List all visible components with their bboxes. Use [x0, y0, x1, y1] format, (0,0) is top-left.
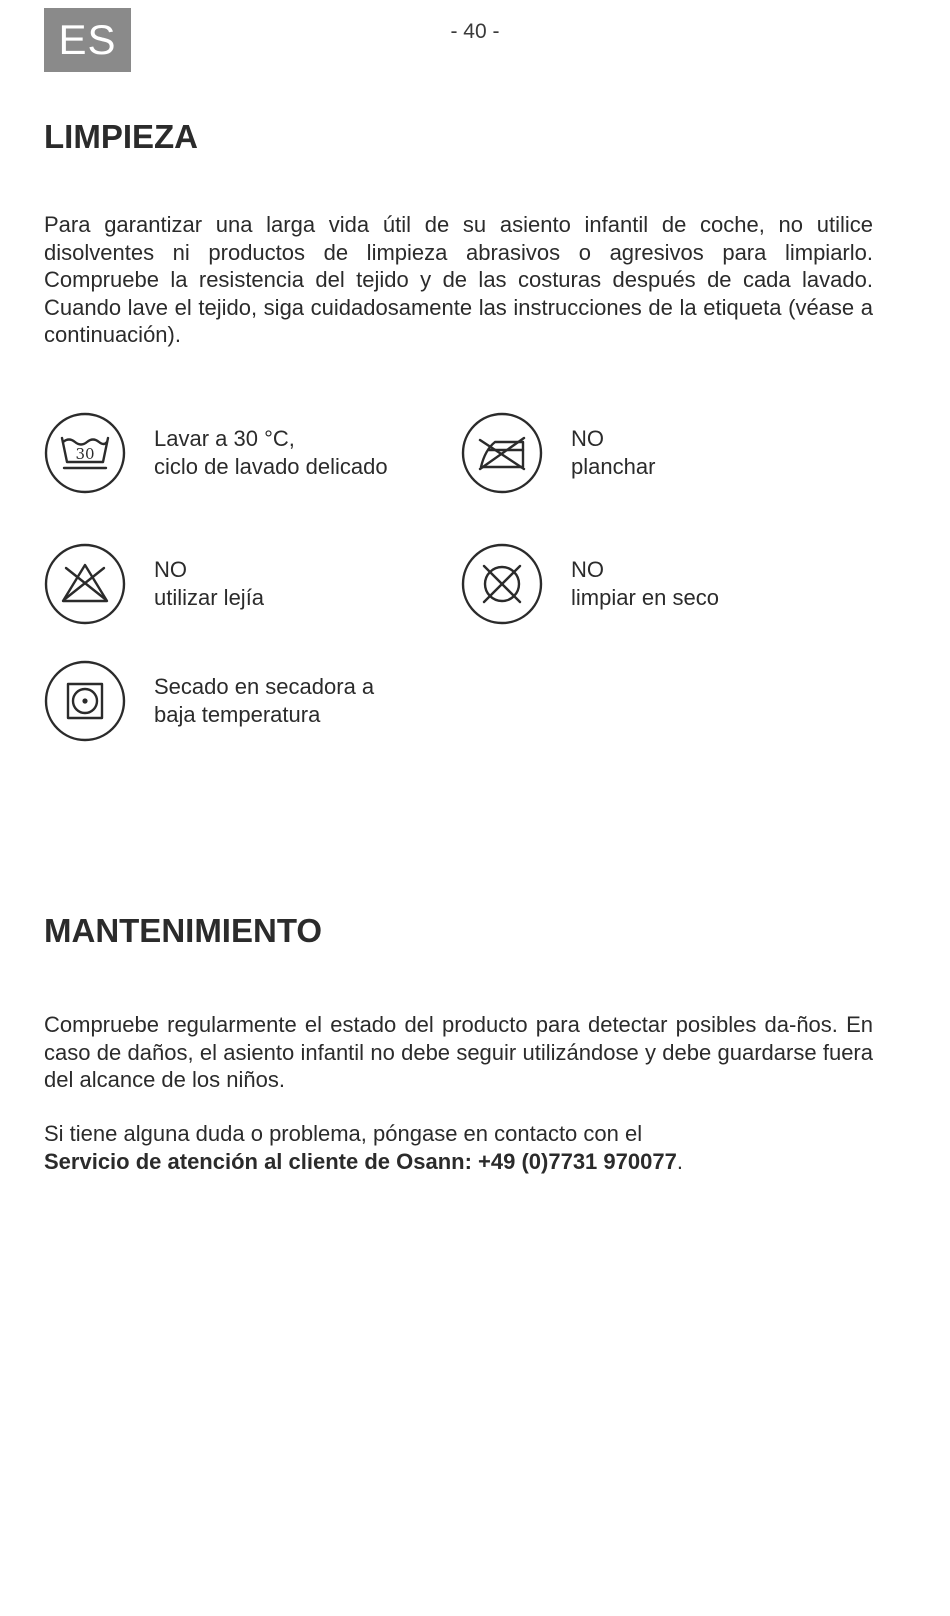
care-label-dry-clean: NO limpiar en seco [571, 557, 719, 610]
care-label-wash: Lavar a 30 °C, ciclo de lavado delicado [154, 426, 388, 479]
care-label-iron: NO planchar [571, 426, 656, 479]
cleaning-title: LIMPIEZA [44, 118, 198, 155]
care-item-dry-clean [461, 543, 719, 625]
language-badge: ES [44, 8, 131, 72]
contact-intro: Si tiene alguna duda o problema, póngase en contacto con el [44, 1121, 643, 1146]
page-number: - 40 - [450, 20, 500, 43]
no-iron-icon [461, 412, 543, 494]
care-item-tumble-dry [44, 660, 374, 742]
cleaning-paragraph: Para garantizar una larga vida útil de su asiento infantil de coche, no utilice disolventes ni productos de limpieza abrasivos o agresivos para limpiarlo. Compruebe la resistencia del tejido y de las costuras después de cada lavado. Cuando lave el tejido, siga cuidadosamente las instrucciones de la etiqueta (véase a continuación). [44, 212, 873, 347]
wash-30-gentle-icon [44, 412, 126, 494]
no-bleach-icon [44, 543, 126, 625]
contact-paragraph [44, 1120, 873, 1175]
care-item-wash [44, 412, 388, 494]
maintenance-paragraph: Compruebe regularmente el estado del producto para detectar posibles da-ños. En caso de daños, el asiento infantil no debe seguir utilizándose y debe guardarse fuera del alcance de los niños. [44, 1012, 873, 1092]
care-label-bleach: NO utilizar lejía [154, 557, 265, 610]
care-item-iron [461, 412, 655, 494]
maintenance-title: MANTENIMIENTO [44, 912, 323, 949]
care-label-tumble-dry: Secado en secadora a baja temperatura [154, 674, 375, 727]
care-item-bleach [44, 543, 264, 625]
contact-end: . [676, 1148, 683, 1174]
svg-text:30: 30 [75, 445, 95, 463]
no-dry-clean-icon [461, 543, 543, 625]
tumble-dry-low-icon [44, 660, 126, 742]
customer-service-contact: Servicio de atención al cliente de Osann: +49 (0)7731 970077 [44, 1148, 677, 1174]
